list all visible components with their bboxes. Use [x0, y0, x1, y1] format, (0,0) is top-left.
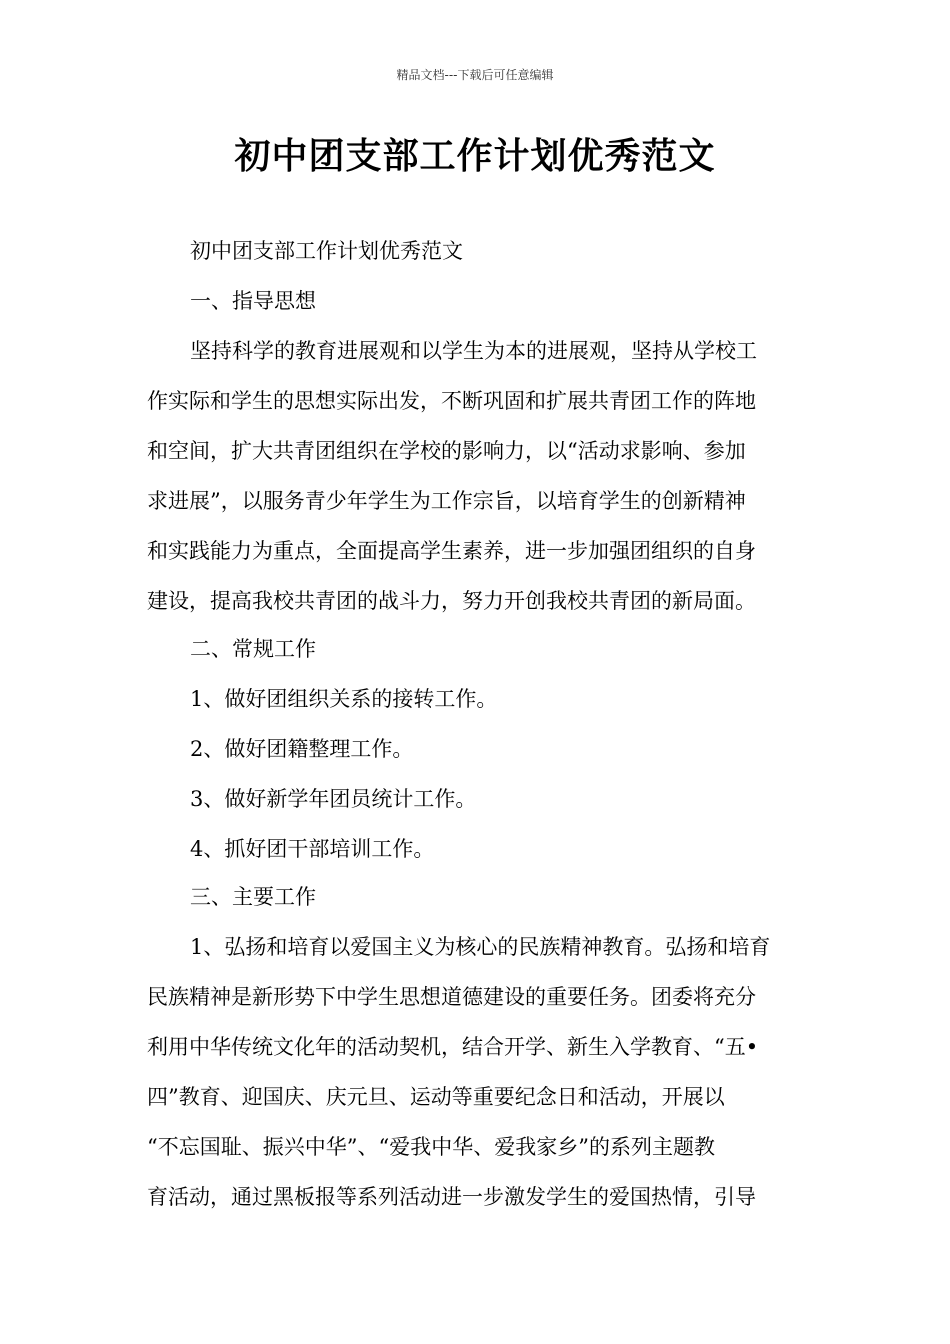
list-item: 3、做好新学年团员统计工作。 — [190, 787, 477, 811]
section-heading-main-work: 三、主要工作 — [190, 885, 316, 909]
paragraph-line: 坚持科学的教育进展观和以学生为本的进展观，坚持从学校工 — [190, 339, 757, 363]
section-heading-guiding-ideology: 一、指导思想 — [190, 289, 316, 313]
page-header-note: 精品文档---下载后可任意编辑 — [396, 68, 554, 82]
subtitle-line: 初中团支部工作计划优秀范文 — [190, 239, 463, 263]
paragraph-line: “不忘国耻、振兴中华”、“爱我中华、爱我家乡”的系列主题教 — [147, 1135, 715, 1159]
paragraph-line: 求进展”，以服务青少年学生为工作宗旨，以培育学生的创新精神 — [147, 489, 746, 513]
list-item: 4、抓好团干部培训工作。 — [190, 837, 435, 861]
paragraph-line: 作实际和学生的思想实际出发，不断巩固和扩展共青团工作的阵地 — [147, 389, 756, 413]
paragraph-line: 四”教育、迎国庆、庆元旦、运动等重要纪念日和活动，开展以 — [147, 1085, 725, 1109]
paragraph-line: 和实践能力为重点，全面提高学生素养，进一步加强团组织的自身 — [147, 539, 756, 563]
document-title: 初中团支部工作计划优秀范文 — [234, 136, 716, 177]
paragraph-line: 和空间，扩大共青团组织在学校的影响力，以“活动求影响、参加 — [147, 439, 746, 463]
paragraph-line: 建设，提高我校共青团的战斗力，努力开创我校共青团的新局面。 — [147, 589, 756, 613]
list-item: 2、做好团籍整理工作。 — [190, 737, 414, 761]
paragraph-line: 1、弘扬和培育以爱国主义为核心的民族精神教育。弘扬和培育 — [190, 935, 771, 959]
paragraph-line: 民族精神是新形势下中学生思想道德建设的重要任务。团委将充分 — [147, 985, 756, 1009]
paragraph-line: 育活动，通过黑板报等系列活动进一步激发学生的爱国热情，引导 — [147, 1185, 756, 1209]
list-item: 1、做好团组织关系的接转工作。 — [190, 687, 498, 711]
paragraph-line: 利用中华传统文化年的活动契机，结合开学、新生入学教育、“五• — [147, 1035, 759, 1059]
section-heading-routine-work: 二、常规工作 — [190, 637, 316, 661]
